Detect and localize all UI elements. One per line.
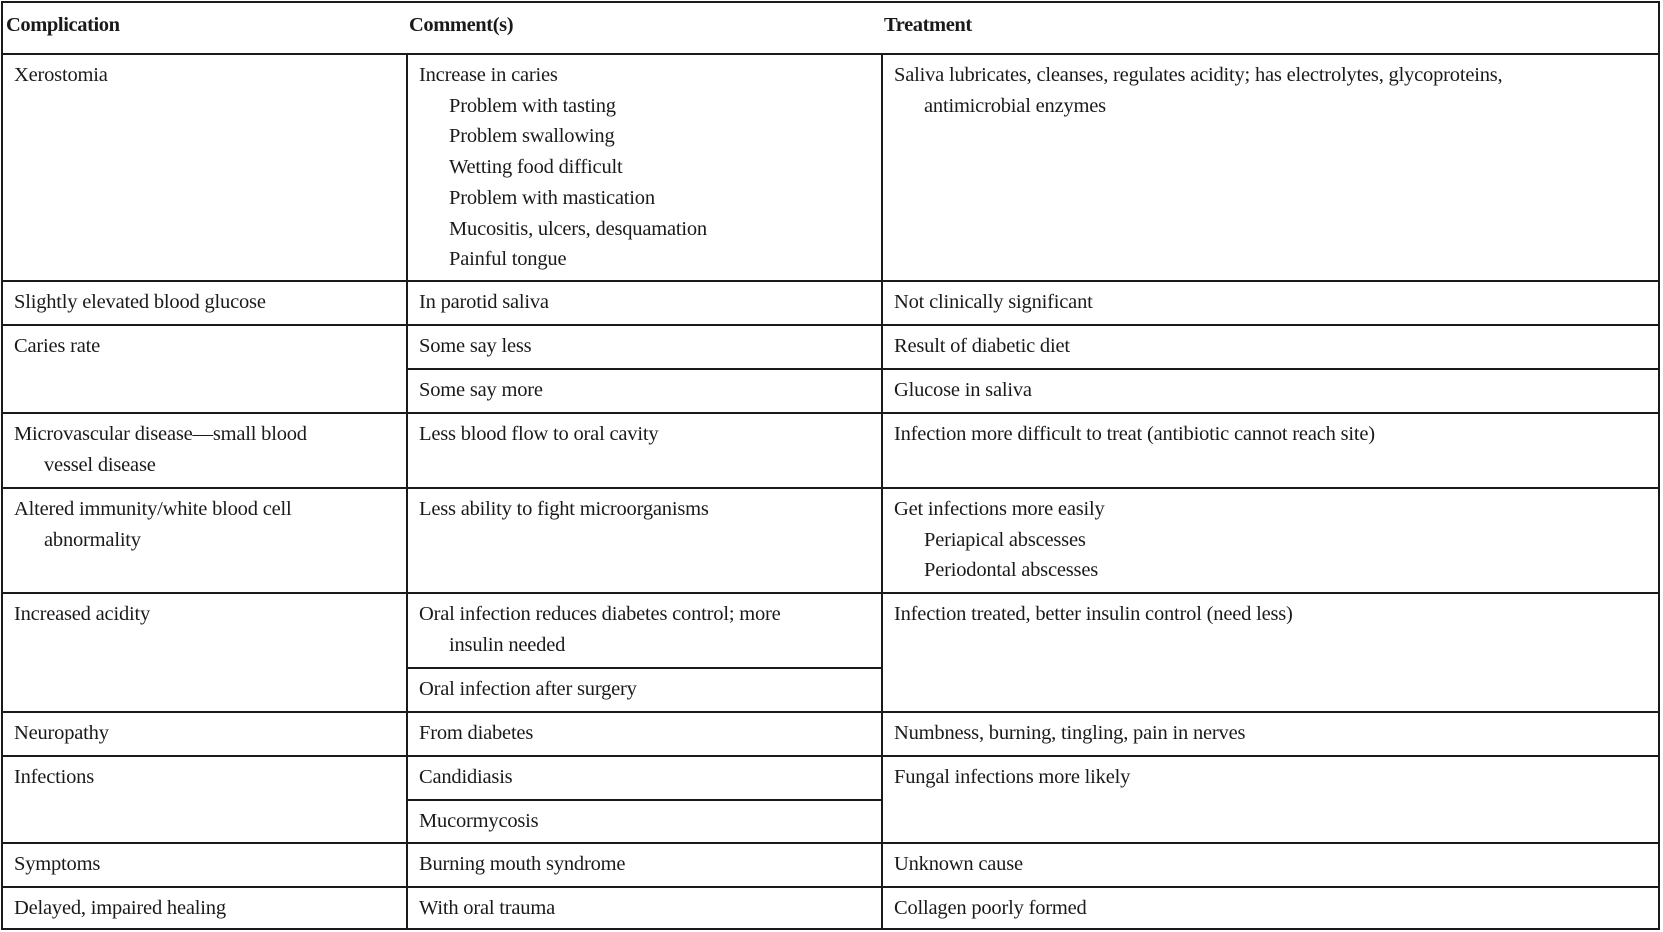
complication-cell-line: Xerostomia	[14, 64, 108, 86]
row-divider	[1, 53, 1660, 55]
row-divider	[1, 842, 1660, 844]
header-treatment: Treatment	[884, 14, 972, 36]
treatment-cell	[894, 893, 1087, 924]
treatment-cell	[894, 375, 1032, 406]
row-divider	[1, 711, 1660, 713]
comment-cell	[419, 674, 637, 705]
treatment-cell-line: Numbness, burning, tingling, pain in nerves	[894, 722, 1246, 744]
comment-cell-line: Burning mouth syndrome	[419, 853, 626, 875]
complication-cell-line: Infections	[14, 766, 94, 788]
complication-cell	[14, 762, 94, 793]
complication-cell-line: Microvascular disease—small blood	[14, 423, 307, 445]
sub-row-divider	[406, 368, 1660, 370]
comment-cell-line: Problem with tasting	[449, 94, 616, 117]
comment-cell-line: Increase in caries	[419, 64, 558, 86]
comment-cell	[419, 494, 709, 525]
comment-cell-line: Oral infection after surgery	[419, 678, 637, 700]
complication-cell	[14, 287, 266, 318]
comment-cell	[419, 375, 543, 406]
comment-cell-line: With oral trauma	[419, 897, 556, 919]
treatment-cell-line: Get infections more easily	[894, 498, 1105, 520]
treatment-cell	[894, 762, 1130, 793]
row-divider	[1, 280, 1660, 282]
comment-cell-line: From diabetes	[419, 722, 534, 744]
treatment-cell-line: Periodontal abscesses	[924, 559, 1098, 582]
treatment-cell-line: Not clinically significant	[894, 291, 1093, 313]
comment-cell-line: Problem with mastication	[449, 186, 655, 209]
treatment-cell-line: Infection treated, better insulin control (need less)	[894, 603, 1293, 625]
treatment-cell	[894, 287, 1093, 318]
complication-cell-line: Symptoms	[14, 853, 101, 875]
comment-cell	[419, 60, 707, 275]
complication-cell	[14, 718, 109, 749]
treatment-cell	[894, 849, 1023, 880]
comment-cell	[419, 893, 555, 924]
treatment-cell-line: Saliva lubricates, cleanses, regulates acidity; has electrolytes, glycoproteins,	[894, 64, 1503, 86]
treatment-cell-line: Collagen poorly formed	[894, 897, 1087, 919]
treatment-cell-line: Periapical abscesses	[924, 528, 1086, 551]
treatment-cell-line: Fungal infections more likely	[894, 766, 1131, 788]
comment-cell	[419, 419, 658, 450]
treatment-cell	[894, 60, 1502, 121]
complication-cell	[14, 331, 100, 362]
comment-cell-line: Some say more	[419, 379, 543, 401]
comment-cell-line: Problem swallowing	[449, 125, 615, 148]
row-divider	[1, 412, 1660, 414]
comment-cell-line: Some say less	[419, 335, 532, 357]
treatment-cell-line: Infection more difficult to treat (antibiotic cannot reach site)	[894, 423, 1375, 445]
complication-cell-line: Slightly elevated blood glucose	[14, 291, 266, 313]
complication-cell	[14, 599, 150, 630]
complication-cell-line: Altered immunity/white blood cell	[14, 498, 292, 520]
complication-cell-line: Neuropathy	[14, 722, 109, 744]
comment-cell	[419, 849, 625, 880]
comment-cell-line: Less ability to fight microorganisms	[419, 498, 709, 520]
row-divider	[1, 592, 1660, 594]
complication-cell	[14, 494, 292, 555]
treatment-cell-line: antimicrobial enzymes	[924, 94, 1106, 117]
treatment-cell	[894, 419, 1375, 450]
treatment-cell	[894, 718, 1245, 749]
complication-cell	[14, 60, 108, 91]
column-divider	[881, 53, 883, 930]
comment-cell-line: insulin needed	[449, 633, 566, 656]
sub-row-divider	[406, 799, 881, 801]
comment-cell	[419, 718, 533, 749]
comment-cell-line: Less blood flow to oral cavity	[419, 423, 659, 445]
treatment-cell-line: Glucose in saliva	[894, 379, 1032, 401]
complication-cell-line: Caries rate	[14, 335, 101, 357]
comment-cell	[419, 331, 531, 362]
comment-cell	[419, 599, 781, 660]
comment-cell-line: Mucormycosis	[419, 810, 539, 832]
complication-cell-line: Delayed, impaired healing	[14, 897, 226, 919]
comment-cell	[419, 762, 512, 793]
comment-cell-line: Oral infection reduces diabetes control; more	[419, 603, 781, 625]
sub-row-divider	[406, 667, 881, 669]
treatment-cell	[894, 494, 1105, 586]
header-complication: Complication	[6, 14, 120, 36]
complication-cell-line: Increased acidity	[14, 603, 151, 625]
row-divider	[1, 324, 1660, 326]
treatment-cell	[894, 331, 1070, 362]
comment-cell	[419, 287, 549, 318]
complication-cell	[14, 419, 307, 480]
complication-cell	[14, 893, 226, 924]
treatment-cell	[894, 599, 1293, 630]
comment-cell-line: In parotid saliva	[419, 291, 549, 313]
comment-cell-line: Painful tongue	[449, 248, 567, 271]
comment-cell-line: Wetting food difficult	[449, 156, 623, 179]
row-divider	[1, 487, 1660, 489]
treatment-cell-line: Unknown cause	[894, 853, 1023, 875]
complication-cell	[14, 849, 100, 880]
complication-cell-line: abnormality	[44, 528, 141, 551]
treatment-cell-line: Result of diabetic diet	[894, 335, 1070, 357]
row-divider	[1, 886, 1660, 888]
row-divider	[1, 755, 1660, 757]
header-comments: Comment(s)	[409, 14, 514, 36]
comment-cell-line: Mucositis, ulcers, desquamation	[449, 217, 707, 240]
comment-cell	[419, 806, 538, 837]
complication-cell-line: vessel disease	[44, 453, 156, 476]
comment-cell-line: Candidiasis	[419, 766, 513, 788]
